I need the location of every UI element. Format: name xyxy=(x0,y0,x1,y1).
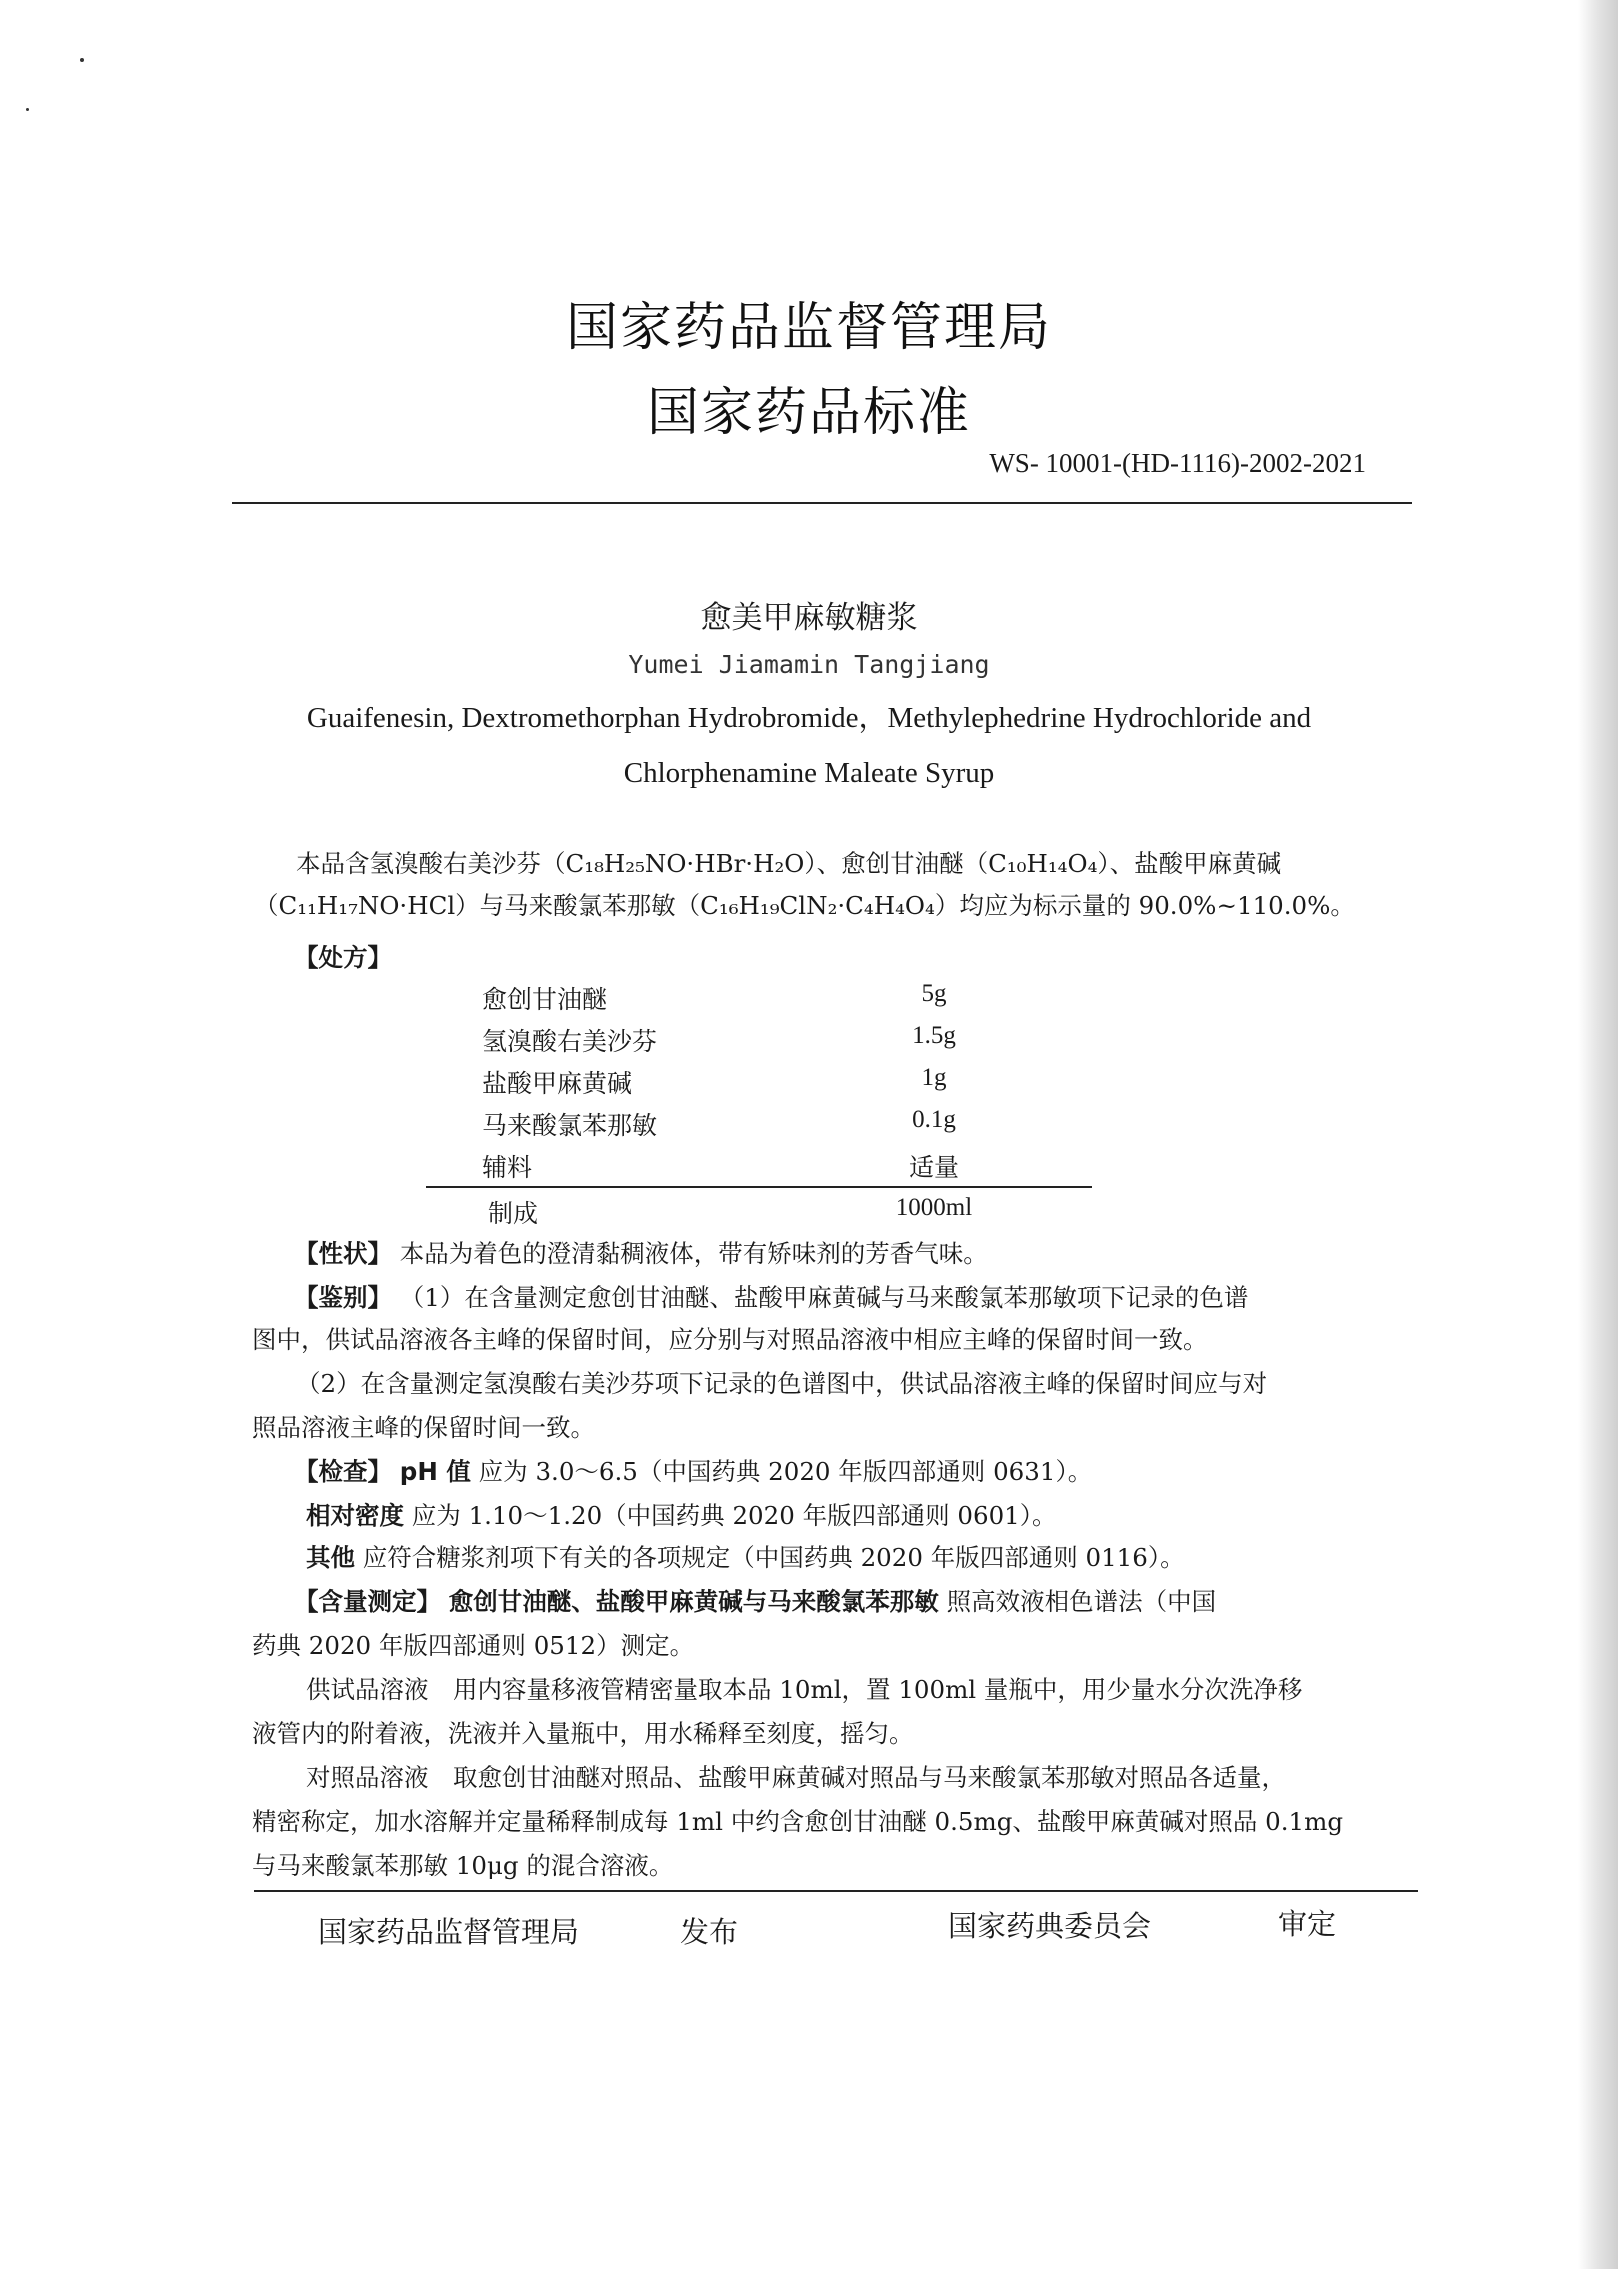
rx-item-name: 马来酸氯苯那敏 xyxy=(482,1111,658,1140)
reference-solution-line: 与马来酸氯苯那敏 10μg 的混合溶液。 xyxy=(252,1851,674,1880)
assay-section xyxy=(294,1580,1216,1624)
drug-name-english-line2: Chlorphenamine Maleate Syrup xyxy=(623,757,995,789)
identification-text: （1）在含量测定愈创甘油醚、盐酸甲麻黄碱与马来酸氯苯那敏项下记录的色谱 xyxy=(399,1283,1249,1312)
identification-label: 【鉴别】 xyxy=(294,1283,392,1312)
intro-line-1: 本品含氢溴酸右美沙芬（C₁₈H₂₅NO·HBr·H₂O）、愈创甘油醚（C₁₀H₁₄O₄）、盐酸甲麻黄碱 xyxy=(296,849,1282,878)
properties-label: 【性状】 xyxy=(294,1239,392,1268)
assay-label: 【含量测定】 xyxy=(294,1587,441,1616)
rx-item-name: 氢溴酸右美沙芬 xyxy=(482,1027,658,1056)
test-solution-line: 液管内的附着液，洗液并入量瓶中，用水稀释至刻度，摇匀。 xyxy=(252,1719,914,1748)
ph-text: 应为 3.0～6.5（中国药典 2020 年版四部通则 0631）。 xyxy=(478,1457,1093,1486)
other-row xyxy=(306,1536,1185,1580)
ph-label: pH 值 xyxy=(399,1457,471,1486)
reference-solution-line: 对照品溶液 取愈创甘油醚对照品、盐酸甲麻黄碱对照品与马来酸氯苯那敏对照品各适量， xyxy=(306,1763,1286,1792)
identification-line: （2）在含量测定氢溴酸右美沙芬项下记录的色谱图中，供试品溶液主峰的保留时间应与对 xyxy=(296,1369,1268,1398)
agency-title: 国家药品监督管理局 xyxy=(565,298,1052,358)
rx-item-amount: 1g xyxy=(921,1064,947,1091)
rx-total-name: 制成 xyxy=(488,1199,539,1228)
scan-speck xyxy=(26,108,29,111)
publish-label: 发布 xyxy=(680,1915,739,1949)
header-divider xyxy=(232,502,1412,504)
publisher-name: 国家药品监督管理局 xyxy=(318,1915,580,1949)
review-label: 审定 xyxy=(1278,1907,1337,1941)
drug-name-english-line1: Guaifenesin, Dextromethorphan Hydrobromide，Methylephedrine Hydrochloride and xyxy=(306,702,1312,734)
density-row xyxy=(306,1494,1057,1538)
standard-code: WS- 10001-(HD-1116)-2002-2021 xyxy=(989,448,1366,478)
check-label: 【检查】 xyxy=(294,1457,392,1486)
other-label: 其他 xyxy=(306,1543,355,1572)
properties-section xyxy=(294,1232,988,1276)
identification-line: 照品溶液主峰的保留时间一致。 xyxy=(252,1413,595,1442)
assay-line: 药典 2020 年版四部通则 0512）测定。 xyxy=(252,1631,695,1660)
rx-item-amount: 适量 xyxy=(908,1155,959,1182)
rx-item-amount: 1.5g xyxy=(912,1022,956,1049)
intro-line-2: （C₁₁H₁₇NO·HCl）与马来酸氯苯那敏（C₁₆H₁₉ClN₂·C₄H₄O₄）均应为标示量的 90.0%~110.0%。 xyxy=(254,891,1355,920)
prescription-total-divider xyxy=(426,1186,1092,1188)
rx-item-amount: 0.1g xyxy=(912,1106,956,1133)
prescription-heading: 【处方】 xyxy=(294,943,392,972)
density-label: 相对密度 xyxy=(306,1501,404,1530)
identification-line: 图中，供试品溶液各主峰的保留时间，应分别与对照品溶液中相应主峰的保留时间一致。 xyxy=(252,1325,1208,1354)
drug-name-pinyin: Yumei Jiamamin Tangjiang xyxy=(628,650,990,679)
footer-divider xyxy=(254,1890,1418,1892)
rx-item-name: 盐酸甲麻黄碱 xyxy=(482,1069,633,1098)
properties-text: 本品为着色的澄清黏稠液体，带有矫味剂的芳香气味。 xyxy=(399,1239,988,1268)
reference-solution-line: 精密称定，加水溶解并定量稀释制成每 1ml 中约含愈创甘油醚 0.5mg、盐酸甲麻黄碱对照品 0.1mg xyxy=(252,1807,1344,1836)
rx-item-name: 愈创甘油醚 xyxy=(482,985,608,1014)
other-text: 应符合糖浆剂项下有关的各项规定（中国药典 2020 年版四部通则 0116）。 xyxy=(362,1543,1185,1572)
rx-total-amount: 1000ml xyxy=(895,1194,973,1221)
assay-subject: 愈创甘油醚、盐酸甲麻黄碱与马来酸氯苯那敏 xyxy=(448,1587,939,1616)
reviewer-name: 国家药典委员会 xyxy=(948,1909,1152,1943)
test-solution-line: 供试品溶液 用内容量移液管精密量取本品 10ml，置 100ml 量瓶中，用少量水分次洗净移 xyxy=(306,1675,1303,1704)
check-section xyxy=(294,1450,1092,1494)
document-type-title: 国家药品标准 xyxy=(646,383,971,443)
scan-speck xyxy=(80,58,84,62)
identification-section xyxy=(294,1276,1248,1320)
assay-text: 照高效液相色谱法（中国 xyxy=(946,1587,1217,1616)
density-text: 应为 1.10～1.20（中国药典 2020 年版四部通则 0601）。 xyxy=(411,1501,1057,1530)
drug-name-chinese: 愈美甲麻敏糖浆 xyxy=(700,600,918,636)
rx-item-name: 辅料 xyxy=(482,1153,533,1182)
rx-item-amount: 5g xyxy=(921,980,947,1007)
